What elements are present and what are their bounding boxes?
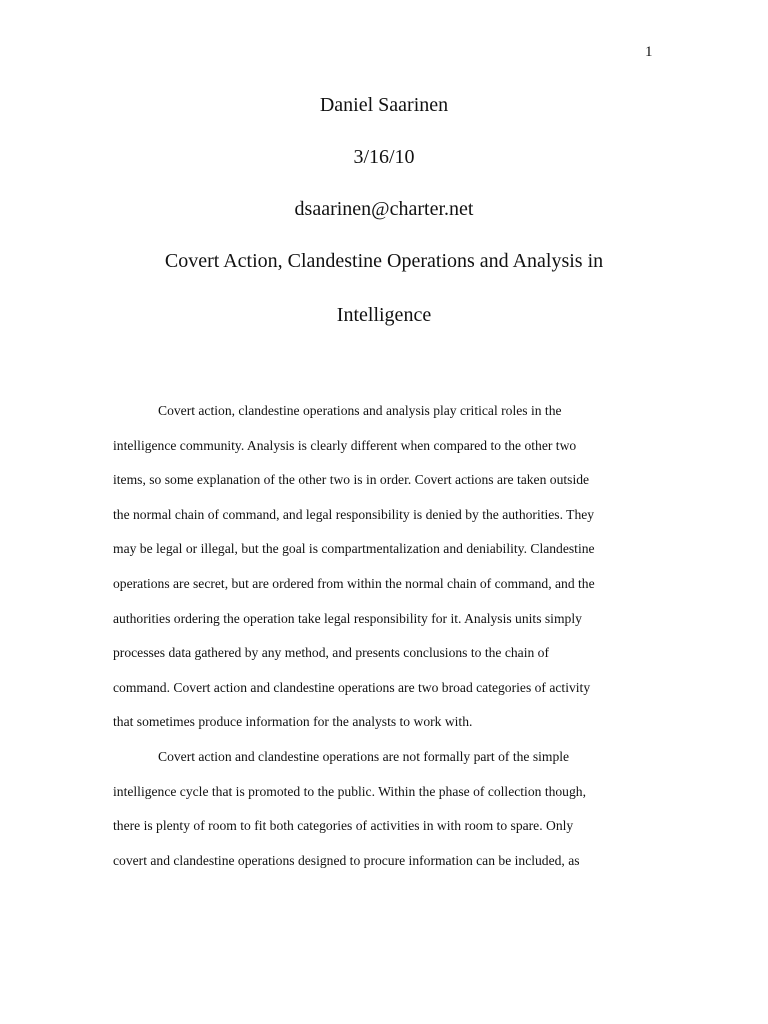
- text-line: command. Covert action and clandestine operations are two broad categories of activity: [113, 679, 591, 695]
- text-line: may be legal or illegal, but the goal is compartmentalization and deniability. Clandestine: [113, 541, 595, 557]
- document-title-line-2: Intelligence: [336, 304, 432, 326]
- text-line: there is plenty of room to fit both categories of activities in with room to spare. Only: [113, 818, 574, 834]
- body-text: [113, 394, 661, 878]
- text-line: items, so some explanation of the other two is in order. Covert actions are taken outside: [113, 472, 590, 488]
- paragraph-1: [113, 394, 661, 740]
- title-block: [0, 88, 768, 350]
- document-title-line-1: Covert Action, Clandestine Operations and Analysis in: [164, 250, 604, 272]
- paragraph-2: [113, 740, 661, 878]
- text-line: operations are secret, but are ordered from within the normal chain of command, and the: [113, 575, 595, 591]
- text-line: authorities ordering the operation take legal responsibility for it. Analysis units simply: [113, 610, 582, 626]
- author-email: dsaarinen@charter.net: [294, 198, 474, 220]
- text-line: intelligence cycle that is promoted to the public. Within the phase of collection though,: [113, 783, 586, 799]
- author-name: Daniel Saarinen: [319, 94, 449, 116]
- document-date: 3/16/10: [353, 146, 415, 168]
- text-line: the normal chain of command, and legal responsibility is denied by the authorities. They: [113, 506, 595, 522]
- text-line: Covert action and clandestine operations are not formally part of the simple: [158, 748, 570, 764]
- text-line: Covert action, clandestine operations and analysis play critical roles in the: [158, 403, 562, 418]
- text-line: processes data gathered by any method, and presents conclusions to the chain of: [113, 645, 550, 661]
- text-line: covert and clandestine operations designed to procure information can be included, as: [113, 852, 580, 868]
- text-line: intelligence community. Analysis is clearly different when compared to the other two: [113, 437, 577, 453]
- page-number: 1: [645, 44, 653, 60]
- text-line: that sometimes produce information for the analysts to work with.: [113, 714, 473, 730]
